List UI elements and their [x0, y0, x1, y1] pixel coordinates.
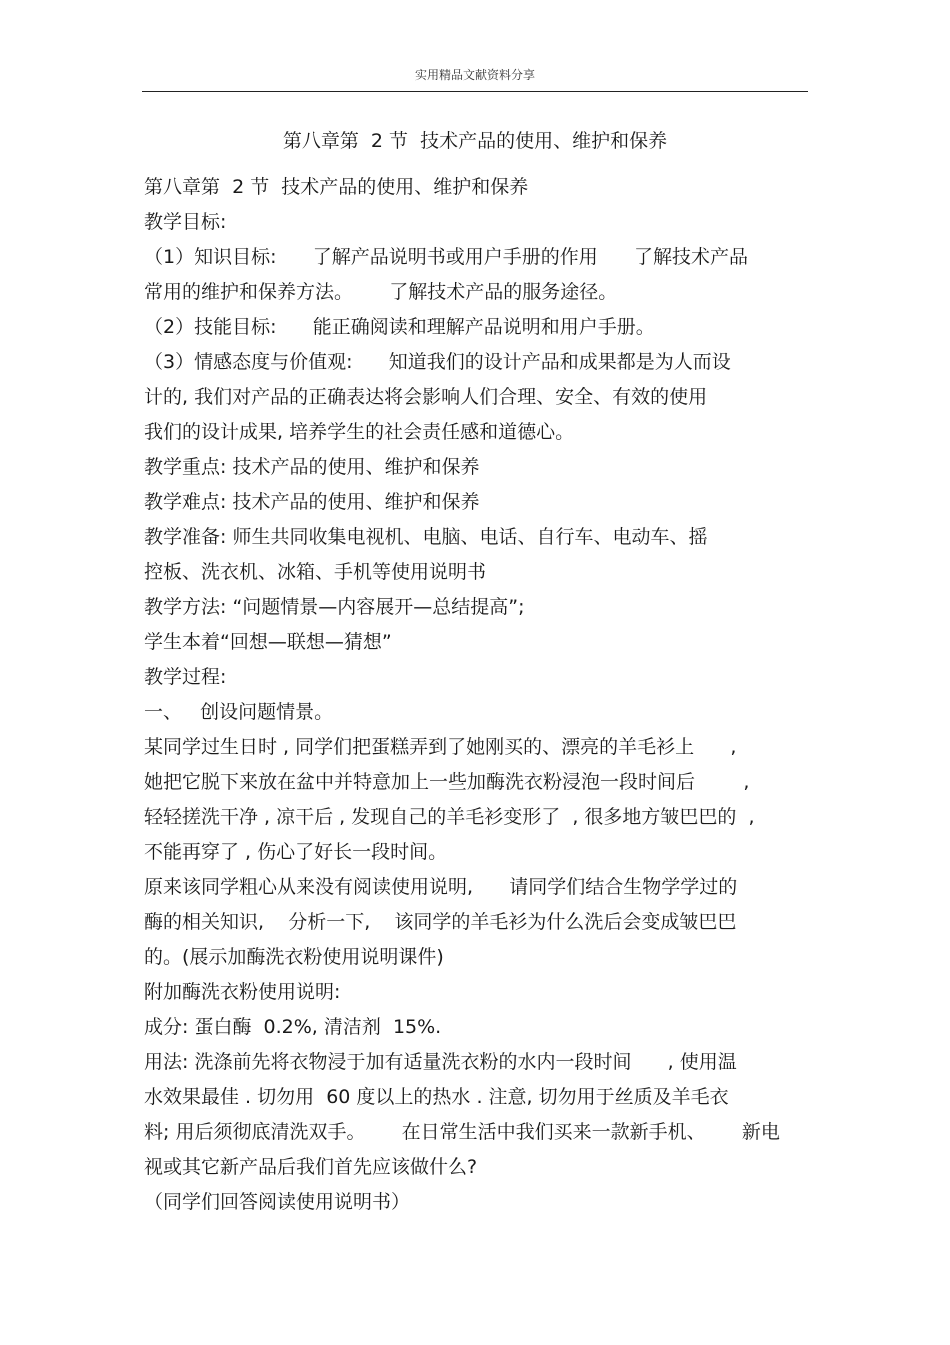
text-line: 酶的相关知识, 分析一下, 该同学的羊毛衫为什么洗后会变成皱巴巴	[144, 911, 737, 933]
text-line: 常用的维护和保养方法。 了解技术产品的服务途径。	[144, 281, 618, 303]
text-line: 轻轻搓洗干净 , 凉干后 , 发现自己的羊毛衫变形了 , 很多地方皱巴巴的 ,	[144, 806, 755, 828]
text-line: 教学难点: 技术产品的使用、维护和保养	[144, 491, 480, 513]
text-line: 教学过程:	[144, 666, 227, 688]
text-line: 教学准备: 师生共同收集电视机、电脑、电话、自行车、电动车、摇	[144, 526, 708, 548]
text-line: 附加酶洗衣粉使用说明:	[144, 981, 341, 1003]
text-line: 学生本着“回想—联想—猜想”	[144, 631, 392, 653]
text-line: 教学方法: “问题情景—内容展开—总结提高”;	[144, 596, 525, 618]
text-line: 视或其它新产品后我们首先应该做什么?	[144, 1156, 478, 1178]
text-line: 成分: 蛋白酶 0.2%, 清洁剂 15%.	[144, 1016, 442, 1038]
text-line: 料; 用后须彻底清洗双手。 在日常生活中我们买来一款新手机、 新电	[144, 1121, 780, 1143]
text-line: 控板、洗衣机、冰箱、手机等使用说明书	[144, 561, 487, 583]
text-line: （3）情感态度与价值观: 知道我们的设计产品和成果都是为人而设	[144, 351, 731, 373]
text-line: （2）技能目标: 能正确阅读和理解产品说明和用户手册。	[144, 316, 655, 338]
text-line: （1）知识目标: 了解产品说明书或用户手册的作用 了解技术产品	[144, 246, 748, 268]
text-line: 的。(展示加酶洗衣粉使用说明课件)	[144, 946, 444, 968]
page-header: 实用精品文献资料分享	[414, 68, 535, 82]
text-line: 一、 创设问题情景。	[144, 701, 334, 723]
text-line: 不能再穿了 , 伤心了好长一段时间。	[144, 841, 448, 863]
document-title: 第八章第 2 节 技术产品的使用、维护和保养	[282, 130, 668, 152]
text-line: 她把它脱下来放在盆中并特意加上一些加酶洗衣粉浸泡一段时间后 ,	[144, 771, 750, 793]
document-body	[144, 173, 824, 1223]
text-line: 教学目标:	[144, 211, 227, 233]
text-line: 某同学过生日时 , 同学们把蛋糕弄到了她刚买的、漂亮的羊毛衫上 ,	[144, 736, 737, 758]
text-line: （同学们回答阅读使用说明书）	[144, 1191, 411, 1213]
text-line: 教学重点: 技术产品的使用、维护和保养	[144, 456, 480, 478]
text-line: 计的, 我们对产品的正确表达将会影响人们合理、安全、有效的使用	[144, 386, 708, 408]
header-divider	[142, 91, 808, 92]
text-line: 第八章第 2 节 技术产品的使用、维护和保养	[144, 176, 529, 198]
text-line: 用法: 洗涤前先将衣物浸于加有适量洗衣粉的水内一段时间 , 使用温	[144, 1051, 737, 1073]
text-line: 原来该同学粗心从来没有阅读使用说明, 请同学们结合生物学学过的	[144, 876, 738, 898]
text-line: 我们的设计成果, 培养学生的社会责任感和道德心。	[144, 421, 575, 443]
text-line: 水效果最佳 . 切勿用 60 度以上的热水 . 注意, 切勿用于丝质及羊毛衣	[144, 1086, 729, 1108]
